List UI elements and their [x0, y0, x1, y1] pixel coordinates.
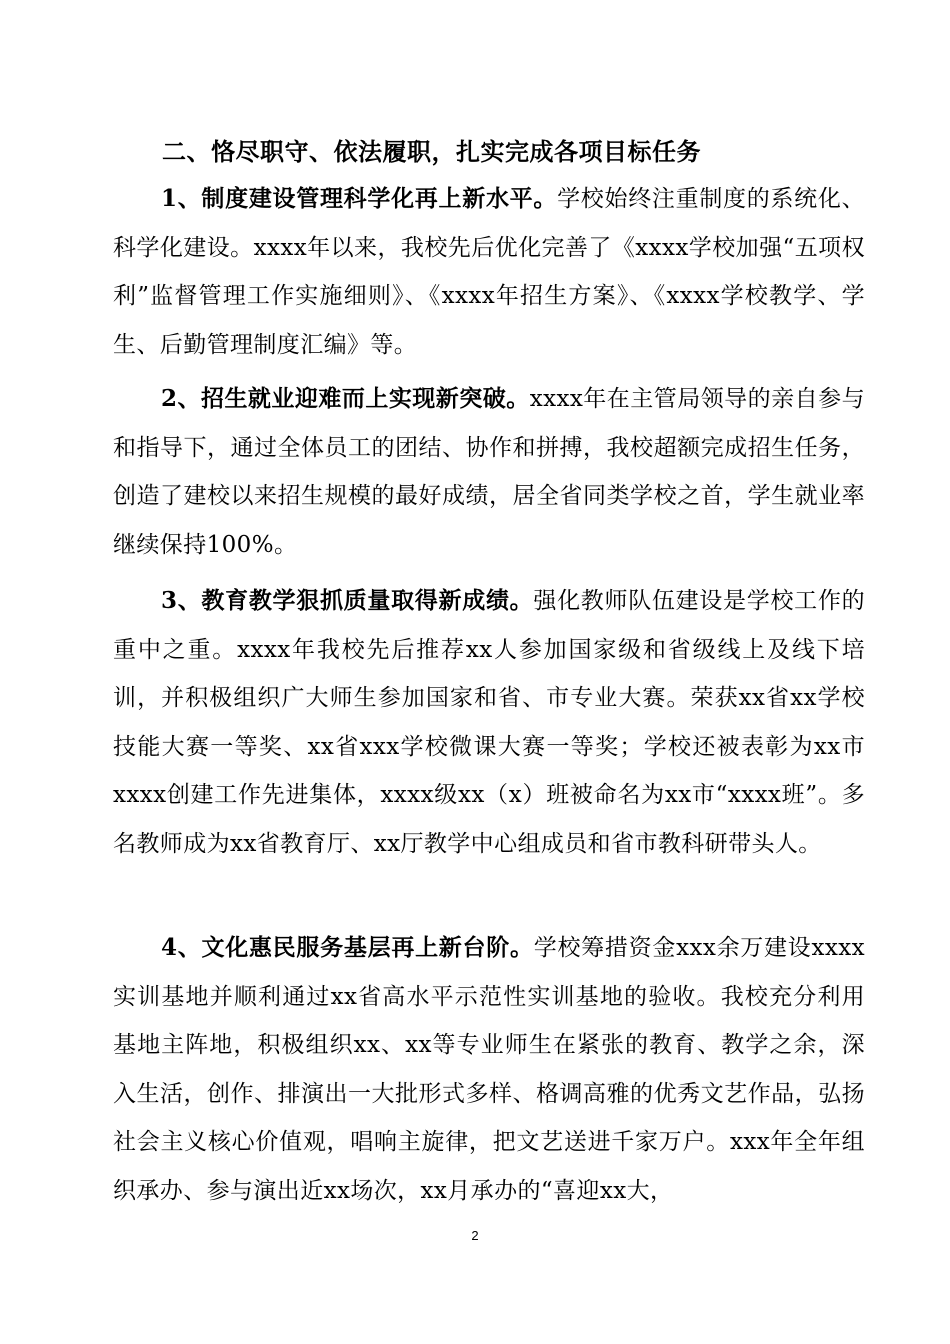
paragraph-4-body: 学校筹措资金xxx余万建设xxxx实训基地并顺利通过xx省高水平示范性实训基地的验收。我校充分利用基地主阵地，积极组织xx、xx等专业师生在紧张的教育、教学之余，深入生活，创作、排演出一大批形式多样、格调高雅的优秀文艺作品，弘扬社会主义核心价值观，唱响主旋律，把文艺送进千家万户。xxx年全年组织承办、参与演出近xx场次，xx月承办的“喜迎xx大，: [113, 935, 865, 1204]
page-number: 2: [471, 1228, 479, 1243]
paragraph-1-lead: 1、制度建设管理科学化再上新水平。: [161, 185, 558, 212]
paragraph-3-body: 强化教师队伍建设是学校工作的重中之重。xxxx年我校先后推荐xx人参加国家级和省级线上及线下培训，并积极组织广大师生参加国家和省、市专业大赛。荣获xx省xx学校技能大赛一等奖、xx省xxx学校微课大赛一等奖；学校还被表彰为xx市xxxx创建工作先进集体，xxxx级xx（x）班被命名为xx市“xxxx班”。多名教师成为xx省教育厅、xx厅教学中心组成员和省市教科研带头人。: [113, 588, 866, 857]
paragraph-4: [113, 924, 865, 1216]
paragraph-2-lead: 2、招生就业迎难而上实现新突破。: [161, 385, 530, 412]
paragraph-4-lead: 4、文化惠民服务基层再上新台阶。: [161, 934, 534, 961]
paragraph-3-lead: 3、教育教学狠抓质量取得新成绩。: [161, 587, 534, 614]
paragraph-2: [113, 375, 865, 569]
paragraph-1-body: 学校始终注重制度的系统化、科学化建设。xxxx年以来，我校先后优化完善了《xxxx学校加强“五项权利”监督管理工作实施细则》、《xxxx年招生方案》、《xxxx学校教学、学生、后勤管理制度汇编》等。: [113, 186, 865, 358]
paragraph-3: [113, 577, 865, 869]
section-heading: 二、恪尽职守、依法履职，扎实完成各项目标任务: [162, 137, 701, 166]
paragraph-2-body: xxxx年在主管局领导的亲自参与和指导下，通过全体员工的团结、协作和拼搏，我校超额完成招生任务，创造了建校以来招生规模的最好成绩，居全省同类学校之首，学生就业率继续保持100%。: [113, 386, 865, 558]
paragraph-1: [113, 175, 865, 369]
